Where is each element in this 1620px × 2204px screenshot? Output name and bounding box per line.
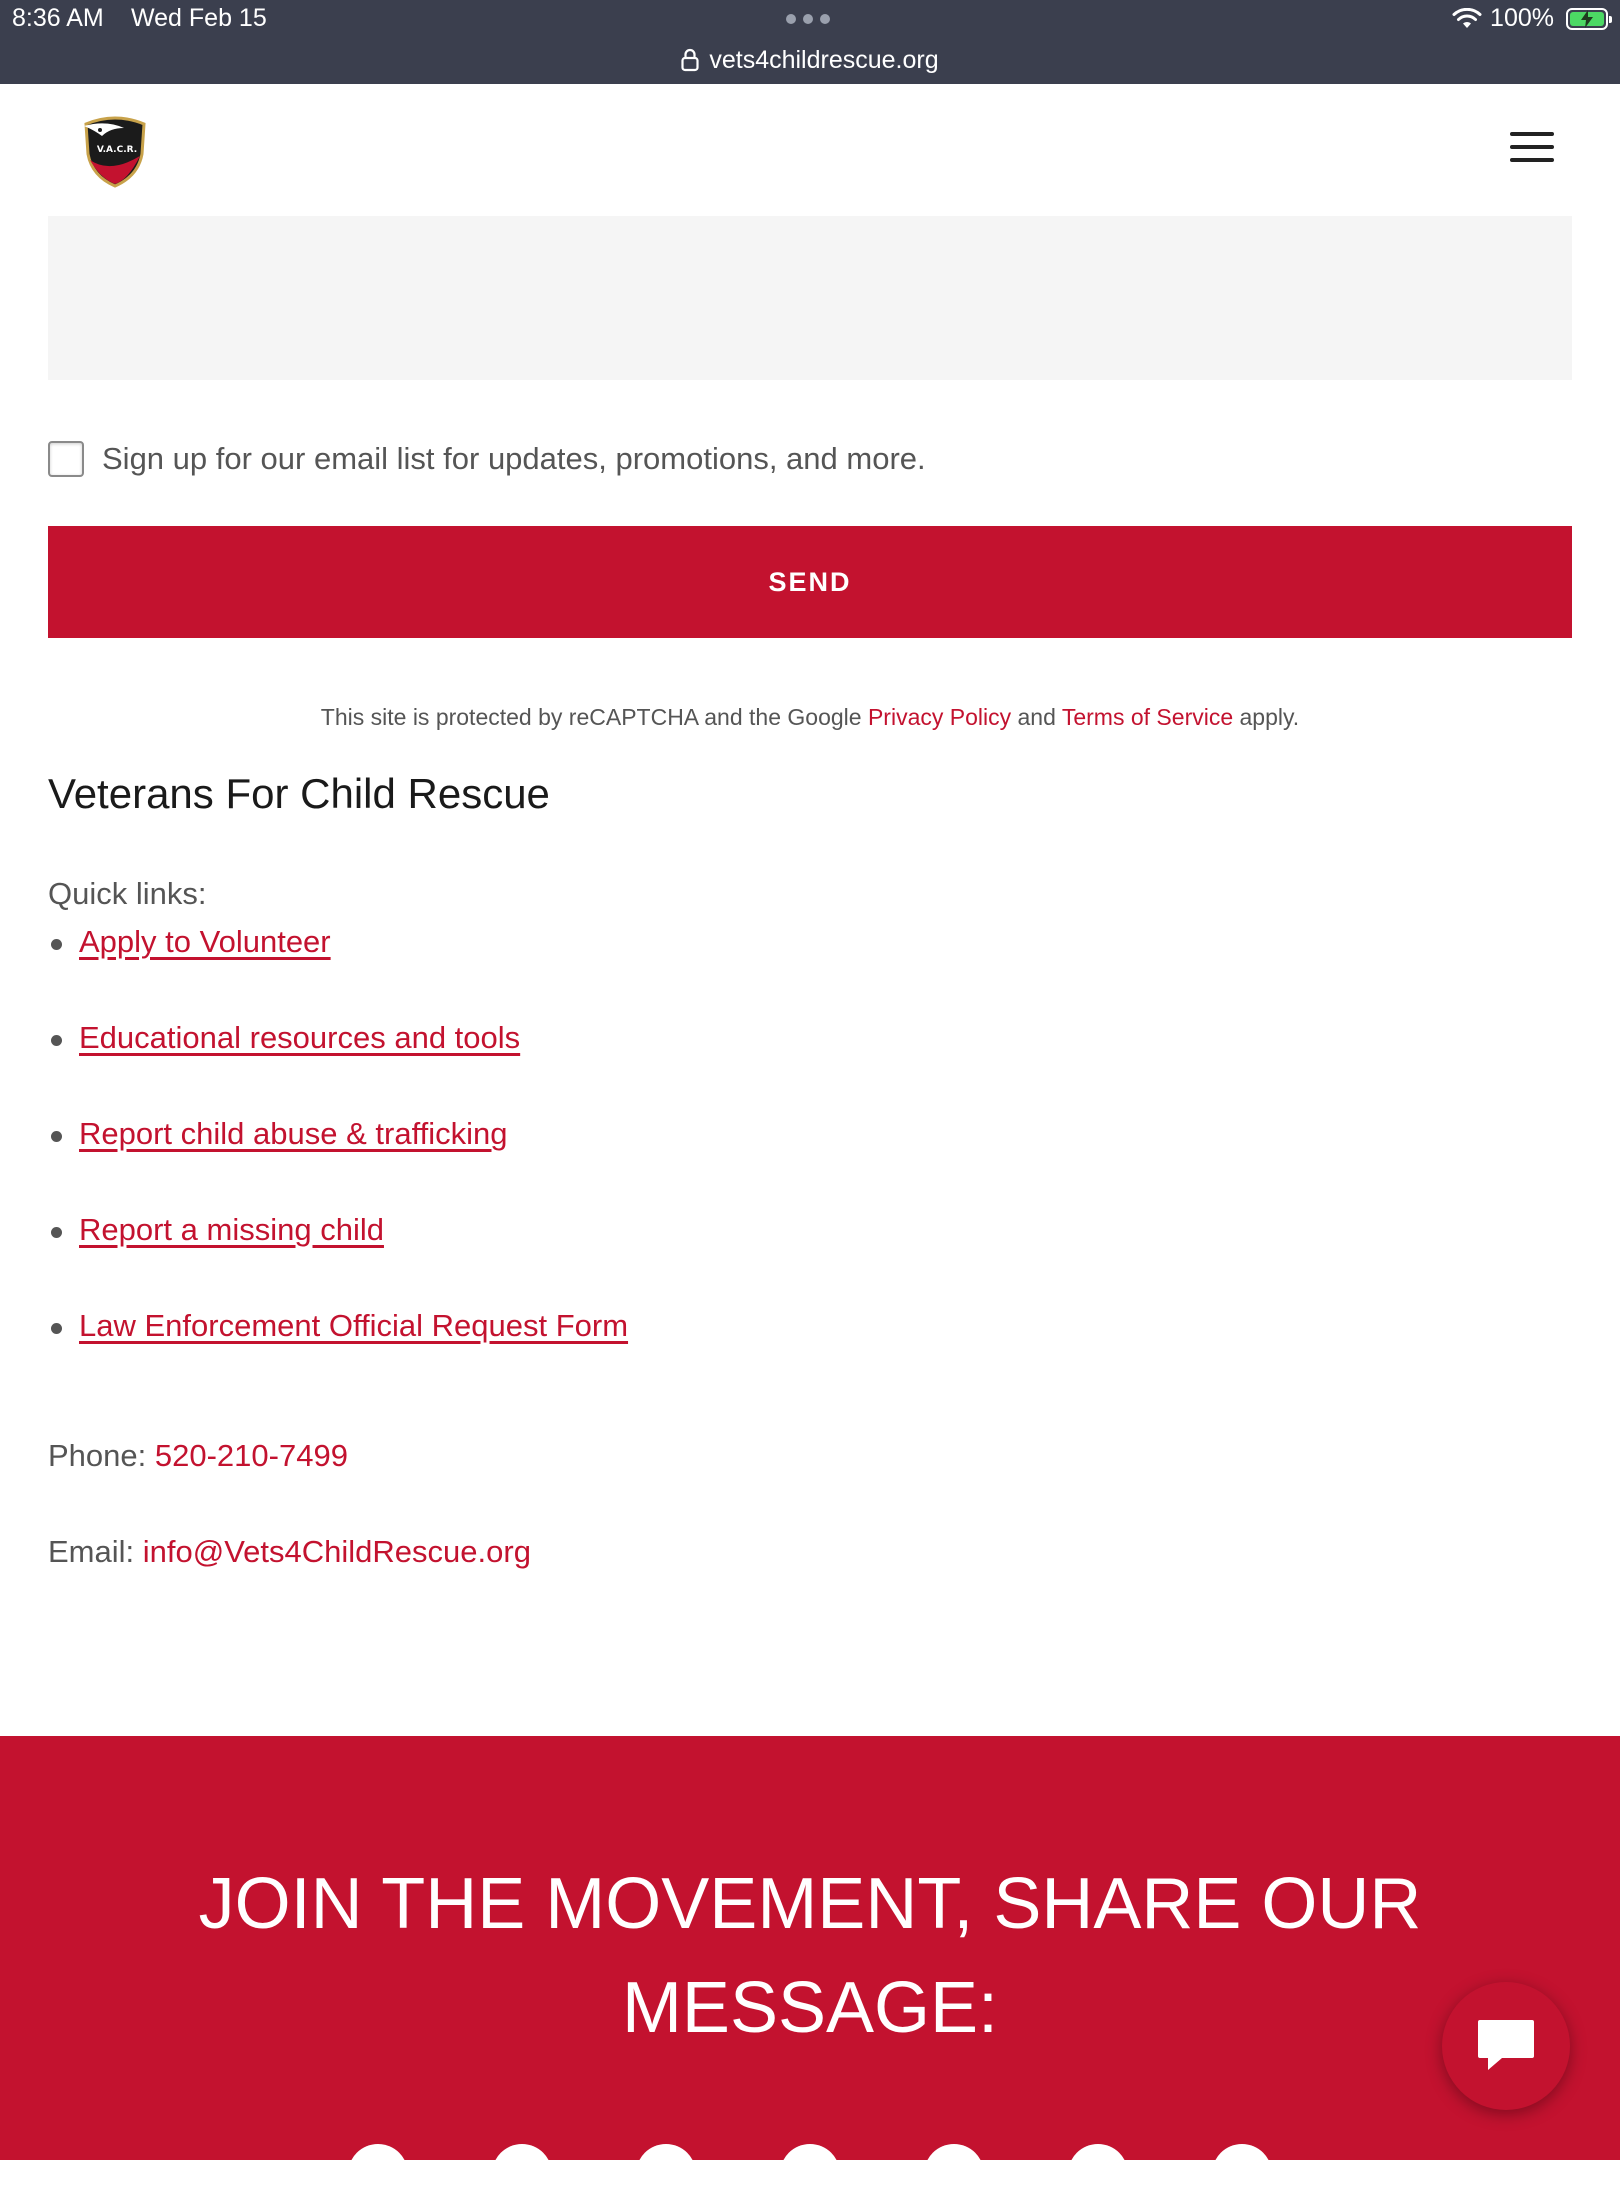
social-share-icon[interactable] bbox=[1212, 2144, 1272, 2204]
logo-text: V.A.C.R. bbox=[96, 145, 138, 155]
social-share-row bbox=[0, 2144, 1620, 2204]
report-abuse-link[interactable]: Report child abuse & trafficking bbox=[79, 1116, 508, 1151]
bullet-icon bbox=[51, 1227, 62, 1238]
join-heading-line1: JOIN THE MOVEMENT, SHARE OUR bbox=[198, 1864, 1422, 1944]
social-share-icon[interactable] bbox=[636, 2144, 696, 2204]
social-share-icon[interactable] bbox=[492, 2144, 552, 2204]
site-header bbox=[0, 84, 1620, 216]
report-missing-child-link[interactable]: Report a missing child bbox=[79, 1212, 384, 1247]
join-heading bbox=[0, 1852, 1620, 2060]
email-signup-checkbox[interactable] bbox=[48, 441, 84, 477]
bullet-icon bbox=[51, 939, 62, 950]
email-line bbox=[48, 1534, 531, 1570]
phone-label: Phone: bbox=[48, 1438, 155, 1473]
email-signup-label[interactable]: Sign up for our email list for updates, promotions, and more. bbox=[102, 441, 926, 476]
bullet-icon bbox=[51, 1323, 62, 1334]
vacr-logo[interactable] bbox=[80, 114, 150, 188]
status-time: 8:36 AM bbox=[12, 4, 104, 32]
join-heading-line2: MESSAGE: bbox=[621, 1968, 999, 2048]
status-right bbox=[1452, 4, 1608, 33]
law-enforcement-form-link[interactable]: Law Enforcement Official Request Form bbox=[79, 1308, 629, 1343]
send-button[interactable]: SEND bbox=[48, 526, 1572, 638]
chat-button[interactable] bbox=[1442, 1982, 1570, 2110]
phone-line bbox=[48, 1438, 348, 1474]
recaptcha-suffix: apply. bbox=[1233, 704, 1300, 730]
bullet-icon bbox=[51, 1035, 62, 1046]
email-label: Email: bbox=[48, 1534, 143, 1569]
org-title: Veterans For Child Rescue bbox=[48, 770, 550, 817]
chat-bubble-icon bbox=[1476, 2018, 1536, 2074]
social-share-icon[interactable] bbox=[924, 2144, 984, 2204]
lock-icon bbox=[681, 48, 699, 72]
email-signup-row[interactable] bbox=[48, 436, 926, 482]
quick-links-list bbox=[48, 924, 628, 1404]
recaptcha-prefix: This site is protected by reCAPTCHA and the Google bbox=[320, 704, 868, 730]
phone-link[interactable]: 520-210-7499 bbox=[154, 1438, 348, 1473]
battery-icon bbox=[1566, 8, 1608, 30]
social-share-icon[interactable] bbox=[780, 2144, 840, 2204]
address-bar[interactable] bbox=[0, 46, 1620, 75]
url-text: vets4childrescue.org bbox=[709, 46, 939, 74]
recaptcha-notice bbox=[0, 704, 1620, 731]
social-share-icon[interactable] bbox=[348, 2144, 408, 2204]
hamburger-menu-icon[interactable] bbox=[1510, 132, 1554, 168]
social-share-icon[interactable] bbox=[1068, 2144, 1128, 2204]
quick-links-label: Quick links: bbox=[48, 876, 207, 911]
multitasking-dots-icon[interactable] bbox=[786, 14, 830, 24]
recaptcha-middle: and bbox=[1011, 704, 1062, 730]
list-item bbox=[48, 924, 628, 1020]
ios-status-bar bbox=[0, 0, 1620, 84]
list-item bbox=[48, 1020, 628, 1116]
battery-percent: 100% bbox=[1490, 4, 1554, 32]
list-item bbox=[48, 1116, 628, 1212]
bullet-icon bbox=[51, 1131, 62, 1142]
privacy-policy-link[interactable]: Privacy Policy bbox=[867, 704, 1012, 730]
educational-resources-link[interactable]: Educational resources and tools bbox=[79, 1020, 521, 1055]
terms-of-service-link[interactable]: Terms of Service bbox=[1061, 704, 1234, 730]
status-date: Wed Feb 15 bbox=[131, 4, 267, 32]
wifi-icon bbox=[1452, 8, 1482, 30]
list-item bbox=[48, 1308, 628, 1404]
apply-to-volunteer-link[interactable]: Apply to Volunteer bbox=[79, 924, 331, 959]
email-link[interactable]: info@Vets4ChildRescue.org bbox=[142, 1534, 531, 1569]
list-item bbox=[48, 1212, 628, 1308]
message-textarea[interactable] bbox=[48, 216, 1572, 380]
